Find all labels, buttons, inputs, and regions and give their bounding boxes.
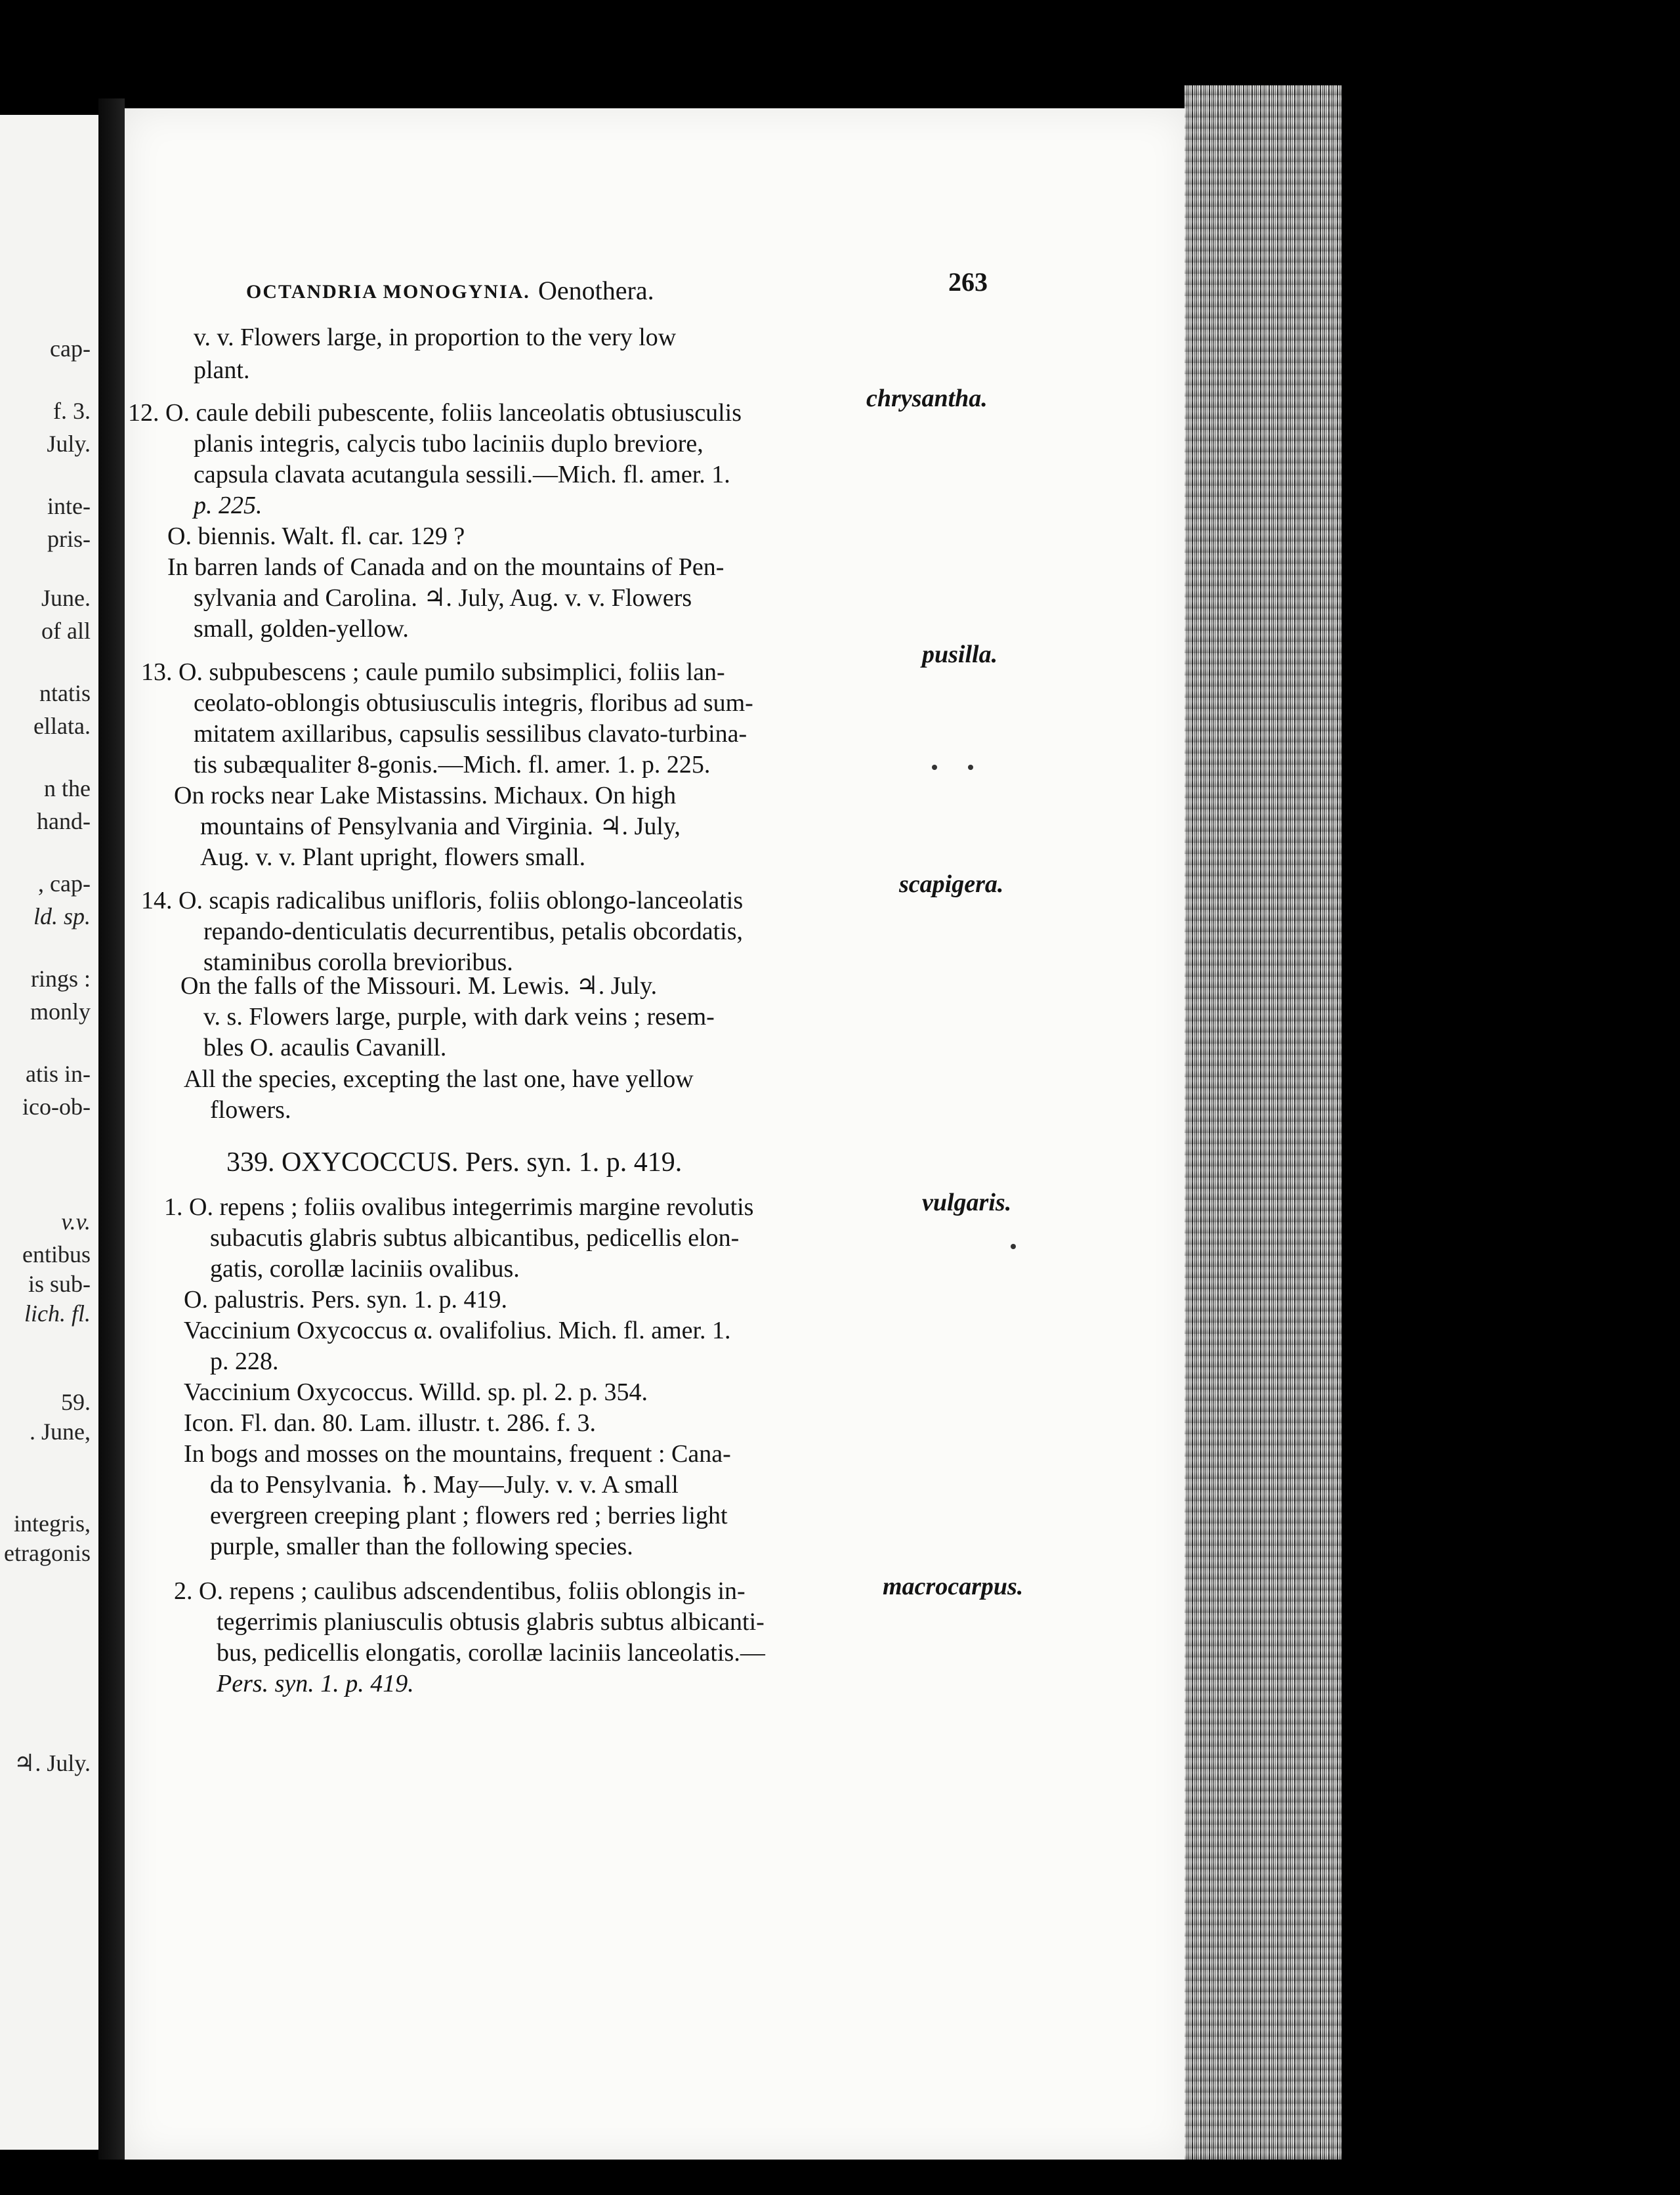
text-line: Aug. v. v. Plant upright, flowers small.: [200, 843, 586, 871]
text-line: flowers.: [210, 1096, 291, 1124]
page-number: 263: [948, 267, 988, 297]
left-fragment: f. 3.: [53, 398, 91, 424]
text-line: evergreen creeping plant ; flowers red ; berries light: [210, 1502, 728, 1529]
left-fragment: rings :: [30, 966, 91, 992]
text-line: mitatem axillaribus, capsulis sessilibus clavato-turbina-: [194, 720, 747, 748]
text-line: O. palustris. Pers. syn. 1. p. 419.: [184, 1286, 507, 1313]
left-fragment: integris,: [14, 1510, 91, 1537]
species-name: chrysantha.: [866, 385, 988, 412]
left-fragment: atis in-: [26, 1061, 91, 1087]
text-line: O. biennis. Walt. fl. car. 129 ?: [167, 522, 465, 550]
left-fragment: inte-: [47, 493, 91, 519]
left-fragment: ♃. July.: [14, 1750, 91, 1776]
text-line: p. 225.: [194, 492, 262, 519]
text-line: v. s. Flowers large, purple, with dark veins ; resem-: [203, 1003, 715, 1031]
previous-page-fragment: [0, 115, 98, 2150]
scan-speck: [968, 765, 973, 770]
species-name: scapigera.: [899, 870, 1004, 898]
left-fragment: pris-: [47, 526, 91, 552]
left-fragment: hand-: [37, 808, 91, 834]
running-genus: Oenothera.: [538, 276, 654, 305]
left-fragment: v.v.: [61, 1208, 91, 1235]
text-line: staminibus corolla brevioribus.: [203, 948, 513, 976]
text-line: bus, pedicellis elongatis, corollæ laciniis lanceolatis.—: [217, 1639, 765, 1667]
text-line: In bogs and mosses on the mountains, frequent : Cana-: [184, 1440, 731, 1468]
scan-speck: [1011, 1244, 1016, 1249]
text-line: small, golden-yellow.: [194, 615, 409, 643]
text-line: Pers. syn. 1. p. 419.: [217, 1670, 414, 1697]
text-line: On rocks near Lake Mistassins. Michaux. On high: [174, 782, 677, 809]
left-fragment: ico-ob-: [22, 1094, 91, 1120]
page-edges-shading: [1185, 85, 1342, 2160]
text-line: v. v. Flowers large, in proportion to the very low: [194, 324, 677, 351]
left-fragment: entibus: [22, 1241, 91, 1268]
text-line: sylvania and Carolina. ♃. July, Aug. v. v. Flowers: [194, 584, 692, 612]
species-name: pusilla.: [922, 641, 998, 668]
text-line: purple, smaller than the following species.: [210, 1533, 633, 1560]
text-line: p. 228.: [210, 1348, 279, 1375]
text-line: 12. O. caule debili pubescente, foliis lanceolatis obtusiusculis: [128, 399, 742, 427]
left-fragment: etragonis: [4, 1540, 91, 1566]
left-fragment: n the: [44, 775, 91, 801]
left-fragment: of all: [41, 618, 91, 644]
left-fragment: ellata.: [33, 713, 91, 739]
text-line: 1. O. repens ; foliis ovalibus integerrimis margine revolutis: [164, 1193, 754, 1221]
left-fragment: , cap-: [38, 870, 91, 897]
scan-speck: [932, 765, 937, 770]
text-line: bles O. acaulis Cavanill.: [203, 1034, 447, 1061]
text-line: Vaccinium Oxycoccus α. ovalifolius. Mich. fl. amer. 1.: [184, 1317, 731, 1344]
text-line: tegerrimis planiusculis obtusis glabris subtus albicanti-: [217, 1608, 765, 1636]
text-line: repando-denticulatis decurrentibus, petalis obcordatis,: [203, 918, 744, 945]
text-line: da to Pensylvania. ♄. May—July. v. v. A small: [210, 1471, 679, 1499]
text-line: subacutis glabris subtus albicantibus, pedicellis elon-: [210, 1224, 740, 1252]
text-line: In barren lands of Canada and on the mountains of Pen-: [167, 553, 724, 581]
running-title: OCTANDRIA MONOGYNIA.: [246, 281, 530, 303]
left-fragment: ntatis: [39, 680, 91, 706]
text-line: tis subæqualiter 8-gonis.—Mich. fl. amer. 1. p. 225.: [194, 751, 711, 778]
text-line: Icon. Fl. dan. 80. Lam. illustr. t. 286. f. 3.: [184, 1409, 597, 1437]
text-line: planis integris, calycis tubo laciniis duplo breviore,: [194, 430, 704, 458]
book-page: [125, 108, 1188, 2160]
left-fragment: monly: [30, 998, 91, 1025]
text-line: 2. O. repens ; caulibus adscendentibus, foliis oblongis in-: [174, 1577, 746, 1605]
text-line: On the falls of the Missouri. M. Lewis. ♃. July.: [180, 972, 658, 1000]
genus-heading: 339. OXYCOCCUS. Pers. syn. 1. p. 419.: [226, 1147, 682, 1178]
left-fragment: ld. sp.: [33, 903, 91, 929]
left-fragment: 59.: [61, 1389, 91, 1415]
text-line: plant.: [194, 356, 250, 384]
text-line: All the species, excepting the last one, have yellow: [184, 1065, 694, 1093]
text-line: 14. O. scapis radicalibus unifloris, foliis oblongo-lanceolatis: [141, 887, 744, 914]
text-line: mountains of Pensylvania and Virginia. ♃. July,: [200, 813, 681, 840]
text-line: gatis, corollæ laciniis ovalibus.: [210, 1255, 520, 1283]
species-name: vulgaris.: [922, 1189, 1012, 1216]
text-line: Vaccinium Oxycoccus. Willd. sp. pl. 2. p. 354.: [184, 1378, 648, 1406]
book-gutter: [98, 98, 125, 2160]
left-fragment: lich. fl.: [24, 1300, 91, 1327]
text-line: capsula clavata acutangula sessili.—Mich. fl. amer. 1.: [194, 461, 730, 488]
species-name: macrocarpus.: [883, 1573, 1024, 1600]
text-line: 13. O. subpubescens ; caule pumilo subsimplici, foliis lan-: [141, 658, 725, 686]
left-fragment: is sub-: [28, 1271, 91, 1297]
left-fragment: cap-: [50, 335, 91, 362]
left-fragment: . June,: [30, 1418, 91, 1445]
left-fragment: June.: [41, 585, 91, 611]
text-line: ceolato-oblongis obtusiusculis integris, floribus ad sum-: [194, 689, 753, 717]
left-fragment: July.: [47, 431, 91, 457]
